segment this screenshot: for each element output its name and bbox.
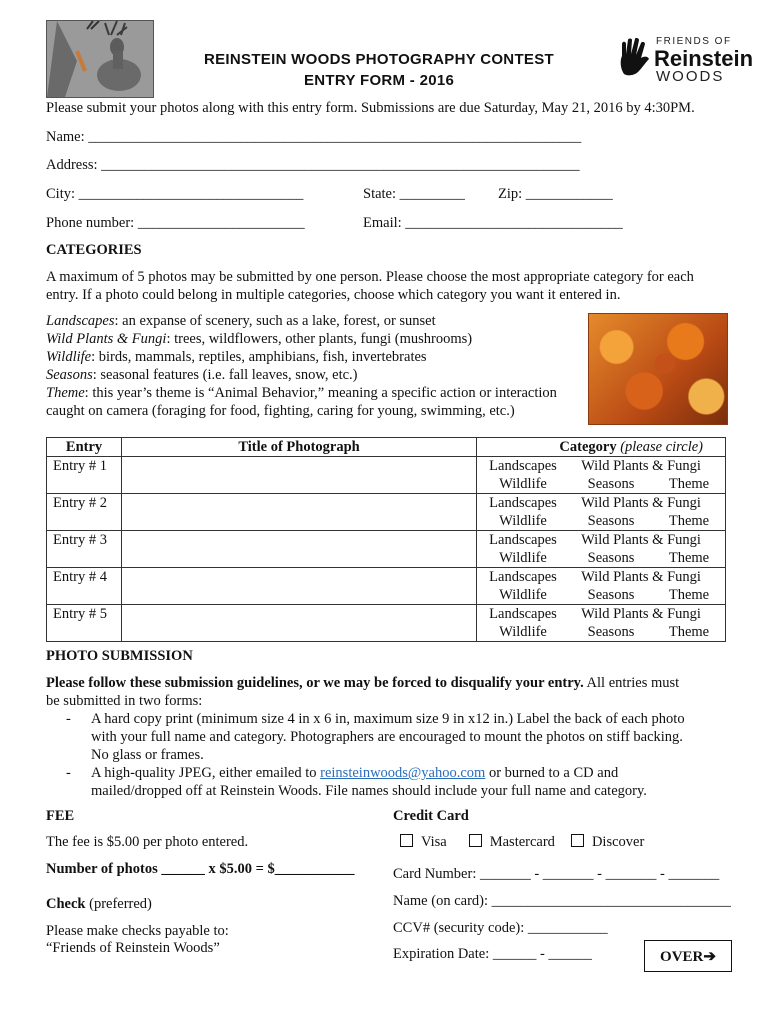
fee-text: The fee is $5.00 per photo entered. [46, 834, 249, 850]
table-row [47, 568, 726, 605]
cat-landscapes[interactable]: Landscapes [489, 532, 557, 548]
name-field[interactable]: Name: ____________________________________________________________________ [46, 129, 582, 145]
col-category-note: (please circle) [620, 439, 703, 455]
category-desc: : seasonal features (i.e. fall leaves, snow, etc.) [92, 367, 358, 383]
photo-title-cell[interactable] [122, 531, 477, 568]
email-link[interactable]: reinsteinwoods@yahoo.com [320, 765, 486, 781]
categories-heading: CATEGORIES [46, 242, 142, 258]
cat-landscapes[interactable]: Landscapes [489, 569, 557, 585]
cat-plants[interactable]: Wild Plants & Fungi [581, 606, 701, 622]
cat-landscapes[interactable]: Landscapes [489, 458, 557, 474]
state-field[interactable]: State: _________ [363, 186, 465, 202]
cat-seasons[interactable]: Seasons [587, 476, 635, 492]
bullet2-line2: mailed/dropped off at Reinstein Woods. File names should include your full name and category. [91, 783, 647, 799]
cat-theme[interactable]: Theme [668, 476, 710, 492]
table-row [47, 457, 726, 494]
col-entry-header: Entry [47, 438, 122, 457]
cat-plants[interactable]: Wild Plants & Fungi [581, 458, 701, 474]
check-rest: (preferred) [85, 896, 152, 912]
cat-wildlife[interactable]: Wildlife [499, 624, 547, 640]
category-name: Theme [46, 385, 85, 401]
bullet-dash: - [66, 711, 71, 727]
credit-heading: Credit Card [393, 808, 469, 824]
col-category-label: Category [559, 439, 617, 455]
category-cell[interactable] [476, 605, 725, 642]
categories-para-line2: entry. If a photo could belong in multiple categories, choose which category you want it entered in. [46, 287, 621, 303]
entry-label: Entry # 5 [47, 605, 122, 642]
submission-lead-line2: be submitted in two forms: [46, 693, 203, 709]
card-number-field[interactable]: Card Number: _______ - _______ - _______ - _______ [393, 866, 720, 882]
ccv-field[interactable]: CCV# (security code): ___________ [393, 920, 608, 936]
submission-heading: PHOTO SUBMISSION [46, 648, 193, 664]
bullet-dash: - [66, 765, 71, 781]
bullet1-line1: A hard copy print (minimum size 4 in x 6 in, maximum size 9 in x12 in.) Label the back of each photo [91, 711, 685, 727]
entry-label: Entry # 1 [47, 457, 122, 494]
name-on-card-field[interactable]: Name (on card): _________________________________ [393, 893, 731, 909]
cat-plants[interactable]: Wild Plants & Fungi [581, 532, 701, 548]
cat-theme[interactable]: Theme [668, 513, 710, 529]
category-cell[interactable] [476, 457, 725, 494]
entry-label: Entry # 3 [47, 531, 122, 568]
cat-plants[interactable]: Wild Plants & Fungi [581, 495, 701, 511]
number-of-photos-field[interactable]: Number of photos ______ x $5.00 = $___________ [46, 861, 355, 877]
photo-title-cell[interactable] [122, 568, 477, 605]
form-title: REINSTEIN WOODS PHOTOGRAPHY CONTEST [204, 51, 554, 68]
autumn-leaves-photo [588, 313, 728, 425]
friends-logo [618, 34, 754, 85]
bullet2-post: or burned to a CD and [485, 765, 619, 781]
payable-line2: “Friends of Reinstein Woods” [46, 940, 220, 956]
cat-seasons[interactable]: Seasons [587, 624, 635, 640]
table-row [47, 605, 726, 642]
category-desc: : trees, wildflowers, other plants, fungi (mushrooms) [166, 331, 473, 347]
photo-title-cell[interactable] [122, 605, 477, 642]
logo-reinstein: Reinstein [654, 46, 754, 71]
photo-title-cell[interactable] [122, 457, 477, 494]
cat-seasons[interactable]: Seasons [587, 587, 635, 603]
cat-landscapes[interactable]: Landscapes [489, 606, 557, 622]
categories-para-line1: A maximum of 5 photos may be submitted by one person. Please choose the most appropriate category for each [46, 269, 694, 285]
category-name: Wild Plants & Fungi [46, 331, 167, 347]
category-name: Seasons [46, 367, 93, 383]
cat-seasons[interactable]: Seasons [587, 513, 635, 529]
bullet1-line3: No glass or frames. [91, 747, 204, 763]
zip-field[interactable]: Zip: ____________ [498, 186, 613, 202]
deer-photo [46, 20, 154, 98]
category-name: Landscapes [46, 313, 115, 329]
check-line [46, 896, 152, 913]
cat-wildlife[interactable]: Wildlife [499, 476, 547, 492]
phone-field[interactable]: Phone number: _______________________ [46, 215, 305, 231]
col-category-header [476, 438, 725, 457]
category-desc: : birds, mammals, reptiles, amphibians, fish, invertebrates [91, 349, 427, 365]
payable-line1: Please make checks payable to: [46, 923, 229, 939]
email-field[interactable]: Email: ______________________________ [363, 215, 623, 231]
city-field[interactable]: City: _______________________________ [46, 186, 304, 202]
discover-label: Discover [591, 834, 645, 850]
table-header-row [47, 438, 726, 457]
form-subtitle: ENTRY FORM - 2016 [304, 72, 455, 89]
entry-label: Entry # 2 [47, 494, 122, 531]
category-landscapes [46, 313, 436, 330]
mastercard-label: Mastercard [489, 834, 555, 850]
entries-table [46, 437, 726, 642]
table-row [47, 494, 726, 531]
logo-woods: WOODS [656, 68, 725, 85]
submission-lead-rest: All entries must [583, 675, 680, 691]
table-row [47, 531, 726, 568]
logo-friends-of: FRIENDS OF [656, 36, 732, 47]
card-type-options [400, 834, 644, 851]
submission-lead-bold: Please follow these submission guidelines, or we may be forced to disqualify your entry. [46, 675, 584, 691]
visa-checkbox[interactable] [400, 834, 413, 847]
mastercard-checkbox[interactable] [469, 834, 482, 847]
bullet1-line2: with your full name and category. Photographers are encouraged to mount the photos on stiff backing. [91, 729, 683, 745]
submission-lead [46, 675, 679, 692]
category-theme [46, 385, 557, 402]
intro-text: Please submit your photos along with this entry form. Submissions are due Saturday, May 21, 2016 by 4:30PM. [46, 100, 695, 116]
category-seasons [46, 367, 358, 384]
address-field[interactable]: Address: __________________________________________________________________ [46, 157, 580, 173]
bullet2-line1 [91, 765, 618, 782]
category-desc: : this year’s theme is “Animal Behavior,” meaning a specific action or interaction [84, 385, 557, 401]
cat-theme[interactable]: Theme [668, 550, 710, 566]
category-cell[interactable] [476, 494, 725, 531]
visa-label: Visa [421, 834, 447, 850]
category-plants [46, 331, 472, 348]
entry-label: Entry # 4 [47, 568, 122, 605]
fee-heading: FEE [46, 808, 75, 824]
expiration-field[interactable]: Expiration Date: ______ - ______ [393, 946, 592, 962]
cat-wildlife[interactable]: Wildlife [499, 513, 547, 529]
bullet2-pre: A high-quality JPEG, either emailed to [91, 765, 321, 781]
category-cell[interactable] [476, 531, 725, 568]
category-desc: : an expanse of scenery, such as a lake, forest, or sunset [114, 313, 436, 329]
check-bold: Check [46, 896, 86, 912]
category-name: Wildlife [46, 349, 92, 365]
category-wildlife [46, 349, 427, 366]
cat-seasons[interactable]: Seasons [587, 550, 635, 566]
category-cell[interactable] [476, 568, 725, 605]
over-label: OVER➔ [644, 940, 732, 972]
photo-title-cell[interactable] [122, 494, 477, 531]
discover-checkbox[interactable] [571, 834, 584, 847]
cat-wildlife[interactable]: Wildlife [499, 587, 547, 603]
cat-landscapes[interactable]: Landscapes [489, 495, 557, 511]
cat-plants[interactable]: Wild Plants & Fungi [581, 569, 701, 585]
cat-theme[interactable]: Theme [668, 587, 710, 603]
category-theme-line2: caught on camera (foraging for food, fighting, caring for young, swimming, etc.) [46, 403, 515, 419]
cat-theme[interactable]: Theme [668, 624, 710, 640]
cat-wildlife[interactable]: Wildlife [499, 550, 547, 566]
col-title-header: Title of Photograph [122, 438, 477, 457]
hand-logo-icon [618, 38, 652, 76]
